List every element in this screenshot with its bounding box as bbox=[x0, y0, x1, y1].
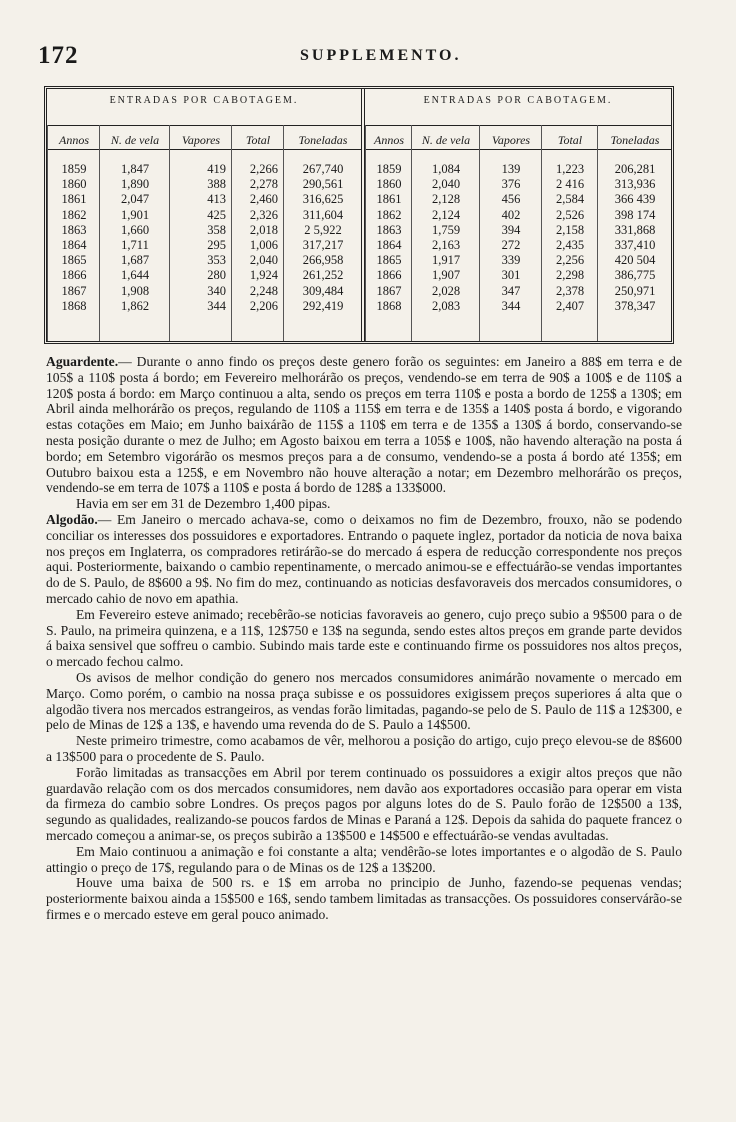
table-cell: 1,890 bbox=[120, 177, 150, 192]
table-cell: 1863 bbox=[376, 222, 402, 237]
table-cell: 2,460 bbox=[249, 192, 278, 207]
table-title: ENTRADAS POR CABOTAGEM. bbox=[423, 95, 613, 106]
table-cell: 316,625 bbox=[302, 192, 344, 207]
table-cell: 272 bbox=[501, 237, 521, 252]
column-header: Total bbox=[245, 133, 271, 147]
column-header: Vapores bbox=[491, 133, 531, 147]
column-header: Annos bbox=[59, 133, 89, 147]
column-total bbox=[231, 125, 284, 341]
table-cell: 2,083 bbox=[431, 298, 461, 313]
table-cell: 261,252 bbox=[302, 268, 344, 283]
table-cell: 2,248 bbox=[249, 283, 278, 298]
table-cell: 1862 bbox=[61, 207, 87, 222]
table-cell: 337,410 bbox=[614, 237, 656, 252]
table-cell: 1865 bbox=[61, 253, 87, 268]
paragraph: Forão limitadas as transacções em Abril por terem continuado os possuidores a exigir altos preços que não guardavão relação com os dos mercados consumidores, nem davão aos exportadores occasião para operar em vista da firmeza do cambio sobre Londres. Os preços pagos por alguns lotes do de S. Paulo forão de 12$500 a 13$, segundo as qualidades, realizando-se poucos fardos de Minas e Paraná a 12$. Depois da sahida do paquete francez o mercado começou a animar-se, os preços subirão a 13$500 e 14$500 e effectuárão-se vendas avultadas. bbox=[46, 764, 682, 843]
table-cell: 1,759 bbox=[431, 222, 461, 237]
table-cell: 366 439 bbox=[614, 192, 656, 207]
table-cell: 2,256 bbox=[555, 253, 585, 268]
table-cell: 1859 bbox=[61, 162, 87, 176]
table-cell: 358 bbox=[207, 222, 226, 237]
table-cell: 1,924 bbox=[249, 268, 278, 283]
paragraph-text: — Durante o anno findo os preços deste genero forão os seguintes: em Janeiro a 88$ em terra e de 105$ a 110$ posta á bordo; em Fevereiro melhorárão os preços, vendendo-se em terra de 90$ a 100$ e de 110$ a 120$ posta á bordo: em Março continuou a alta, sendo os preços em terra 110$ e posta a bordo de 125$ a 130$; em Abril ainda melhorárão os preços, regulando de 110$ a 115$ em terra e de 135$ a 140$ posta á bordo, e vigorando estas cotações em Maio; em Junho baixárão de 115$ a 110$ em terra e de 135$ a 130$ á bordo, conservando-se nesta posição durante o mez de Julho; em Agosto baixou em terra a 105$ e 100$, não havendo alteração na posta á bordo; em Setembro vigorárão os mesmos preços para a de consumo, vendendo-se a posta á bordo até 135$; em Outubro baixou esta a 125$, e em Novembro não houve alteração a notar; em Dezembro melhorárão os preços, vendendo-se em terra de 107$ a 110$ e posta á bordo de 128$ a 133$000. bbox=[46, 354, 682, 496]
topic-heading: Algodão. bbox=[46, 511, 98, 527]
table-cell: 250,971 bbox=[614, 283, 656, 298]
cabotage-table-left bbox=[47, 89, 361, 341]
table-cell: 2,047 bbox=[120, 192, 150, 207]
table-cell: 2 416 bbox=[555, 177, 585, 192]
table-cell: 311,604 bbox=[302, 207, 344, 222]
table-cell: 353 bbox=[207, 253, 226, 268]
table-cell: 1864 bbox=[61, 237, 87, 252]
table-cell: 2,435 bbox=[555, 237, 585, 252]
table-cell: 347 bbox=[501, 283, 521, 298]
table-cell: 1868 bbox=[61, 298, 87, 313]
paragraph-algodao bbox=[46, 512, 682, 607]
table-cell: 1,711 bbox=[121, 237, 149, 252]
table-cell: 1,223 bbox=[555, 162, 585, 176]
table-cell: 344 bbox=[207, 298, 226, 313]
table-cell: 1861 bbox=[61, 192, 87, 207]
table-cell: 2,163 bbox=[431, 237, 461, 252]
cabotage-table-right bbox=[365, 89, 671, 341]
table-cell: 2,407 bbox=[555, 298, 585, 313]
table-cell: 1,660 bbox=[120, 222, 150, 237]
column-total bbox=[541, 125, 598, 341]
table-cell: 1863 bbox=[61, 222, 87, 237]
table-cell: 339 bbox=[501, 253, 521, 268]
table-cell: 1868 bbox=[376, 298, 402, 313]
table-cell: 1,907 bbox=[431, 268, 461, 283]
table-cell: 1862 bbox=[376, 207, 402, 222]
table-cell: 1867 bbox=[61, 283, 87, 298]
table-cell: 1866 bbox=[376, 268, 402, 283]
table-cell: 1860 bbox=[376, 177, 402, 192]
article-body bbox=[46, 354, 682, 923]
cabotage-tables bbox=[44, 86, 674, 344]
table-cell: 386,775 bbox=[614, 268, 656, 283]
table-cell: 2,278 bbox=[249, 177, 278, 192]
page-header bbox=[38, 42, 678, 72]
table-cell: 419 bbox=[207, 162, 226, 176]
table-cell: 388 bbox=[207, 177, 226, 192]
table-cell: 425 bbox=[207, 207, 226, 222]
column-header: Toneladas bbox=[298, 133, 348, 147]
table-cell: 413 bbox=[207, 192, 226, 207]
table-cell: 1,687 bbox=[120, 253, 150, 268]
table-title: ENTRADAS POR CABOTAGEM. bbox=[109, 95, 299, 106]
table-cell: 1861 bbox=[376, 192, 402, 207]
table-cell: 1860 bbox=[61, 177, 87, 192]
table-cell: 317,217 bbox=[302, 237, 344, 252]
table-cell: 1,901 bbox=[120, 207, 150, 222]
table-cell: 394 bbox=[501, 222, 521, 237]
table-cell: 2 5,922 bbox=[304, 222, 342, 237]
paragraph: Em Fevereiro esteve animado; recebêrão-se noticias favoraveis ao genero, cujo preço subio a 9$500 para o de S. Paulo, na primeira quinzena, e a 11$, 12$750 e 13$ na segunda, sendo estes altos preços em grande parte devidos á baixa sensivel que soffreu o cambio. Subindo mais tarde este e continuando firme os possuidores nos altos preços, o mercado fechou calmo. bbox=[46, 606, 682, 670]
column-annos bbox=[365, 125, 412, 341]
table-cell: 267,740 bbox=[302, 162, 344, 176]
paragraph: Em Maio continuou a animação e foi constante a alta; vendêrão-se lotes importantes e o algodão de S. Paulo attingio o preço de 17$, regulando para o de Minas os de 12$ a 13$200. bbox=[46, 843, 682, 875]
table-cell: 1,006 bbox=[249, 237, 278, 252]
table-cell: 309,484 bbox=[302, 283, 344, 298]
column-vapores bbox=[169, 125, 232, 341]
table-cell: 313,936 bbox=[614, 177, 656, 192]
table-cell: 420 504 bbox=[614, 253, 656, 268]
column-toneladas bbox=[283, 125, 362, 341]
table-cell: 280 bbox=[207, 268, 226, 283]
table-cell: 2,206 bbox=[249, 298, 278, 313]
table-cell: 295 bbox=[207, 237, 226, 252]
table-cell: 2,128 bbox=[431, 192, 461, 207]
table-cell: 1864 bbox=[376, 237, 402, 252]
table-cell: 378,347 bbox=[614, 298, 656, 313]
table-cell: 1866 bbox=[61, 268, 87, 283]
paragraph: Neste primeiro trimestre, como acabamos de vêr, melhorou a posição do artigo, cujo preço elevou-se de 8$600 a 13$500 para o procedente de S. Paulo. bbox=[46, 733, 682, 764]
table-cell: 1,917 bbox=[431, 253, 461, 268]
column-n-de-vela bbox=[411, 125, 480, 341]
column-annos bbox=[47, 125, 100, 341]
column-header: Total bbox=[557, 133, 583, 147]
table-cell: 2,298 bbox=[555, 268, 585, 283]
paragraph: Havia em ser em 31 de Dezembro 1,400 pipas. bbox=[76, 496, 331, 512]
table-cell: 2,018 bbox=[249, 222, 278, 237]
column-vapores bbox=[479, 125, 542, 341]
table-cell: 1,908 bbox=[120, 283, 150, 298]
table-cell: 2,040 bbox=[249, 253, 278, 268]
column-header: N. de vela bbox=[421, 133, 471, 147]
table-cell: 266,958 bbox=[302, 253, 344, 268]
paragraph-aguardente bbox=[46, 354, 682, 496]
paragraph: Houve uma baixa de 500 rs. e 1$ em arroba no principio de Junho, fazendo-se pequenas vendas; posteriormente baixou ainda a 15$500 e 16$, sendo tambem limitadas as transacções. Os possuidores conservárão-se firmes e o mercado esteve em geral pouco animado. bbox=[46, 875, 682, 922]
table-cell: 139 bbox=[501, 162, 521, 176]
table-cell: 398 174 bbox=[614, 207, 656, 222]
table-cell: 2,158 bbox=[555, 222, 585, 237]
table-cell: 456 bbox=[501, 192, 521, 207]
table-cell: 402 bbox=[501, 207, 521, 222]
table-cell: 1,644 bbox=[120, 268, 150, 283]
table-cell: 1,847 bbox=[120, 162, 150, 176]
column-header: N. de vela bbox=[110, 133, 160, 147]
column-toneladas bbox=[597, 125, 672, 341]
table-cell: 301 bbox=[501, 268, 521, 283]
table-cell: 340 bbox=[207, 283, 226, 298]
table-cell: 290,561 bbox=[302, 177, 344, 192]
column-n-de-vela bbox=[99, 125, 170, 341]
table-cell: 2,326 bbox=[249, 207, 278, 222]
table-cell: 2,124 bbox=[431, 207, 461, 222]
table-cell: 2,526 bbox=[555, 207, 585, 222]
table-cell: 2,584 bbox=[555, 192, 585, 207]
table-cell: 206,281 bbox=[614, 162, 656, 176]
table-cell: 1,084 bbox=[431, 162, 461, 176]
table-cell: 344 bbox=[501, 298, 521, 313]
table-cell: 2,266 bbox=[249, 162, 278, 176]
page-number: 172 bbox=[38, 42, 79, 69]
table-cell: 376 bbox=[501, 177, 521, 192]
table-cell: 1859 bbox=[376, 162, 402, 176]
table-cell: 1867 bbox=[376, 283, 402, 298]
table-cell: 2,378 bbox=[555, 283, 585, 298]
column-header: Toneladas bbox=[610, 133, 660, 147]
column-header: Annos bbox=[374, 133, 404, 147]
table-cell: 2,040 bbox=[431, 177, 461, 192]
table-cell: 292,419 bbox=[302, 298, 344, 313]
table-cell: 1865 bbox=[376, 253, 402, 268]
topic-heading: Aguardente. bbox=[46, 354, 119, 369]
table-cell: 1,862 bbox=[120, 298, 150, 313]
paragraph: Os avisos de melhor condição do genero nos mercados consumidores animárão novamente o mercado em Março. Como porém, o cambio na nossa praça subisse e os possuidores exigissem preços superiores á alta que o algodão tivera nos mercados estrangeiros, as vendas forão limitadas, pagando-se pelo de S. Paulo de 11$ a 12$300, e pelo de Minas de 12$ a 13$, e havendo uma revenda do de S. Paulo a 14$500. bbox=[46, 669, 682, 733]
table-cell: 2,028 bbox=[431, 283, 461, 298]
table-cell: 331,868 bbox=[614, 222, 656, 237]
column-header: Vapores bbox=[181, 133, 221, 147]
paragraph-text: — Em Janeiro o mercado achava-se, como o deixamos no fim de Dezembro, frouxo, não se podendo conciliar os interesses dos possuidores e exportadores. Entrando o paquete inglez, portador da noticia de nova baixa nos preços em Inglaterra, os compradores retirárão-se do mercado á espera de reducção correspondente nos preços aqui. Posteriormente, baixando o cambio repentinamente, o mercado animou-se e effectuárão-se vendas importantes do de S. Paulo, de 8$600 a 9$. No fim do mez, continuando as noticias desfavoraveis dos mercados consumidores, o mercado cahio de novo em apathia. bbox=[46, 511, 682, 606]
running-title: SUPPLEMENTO. bbox=[300, 47, 462, 64]
